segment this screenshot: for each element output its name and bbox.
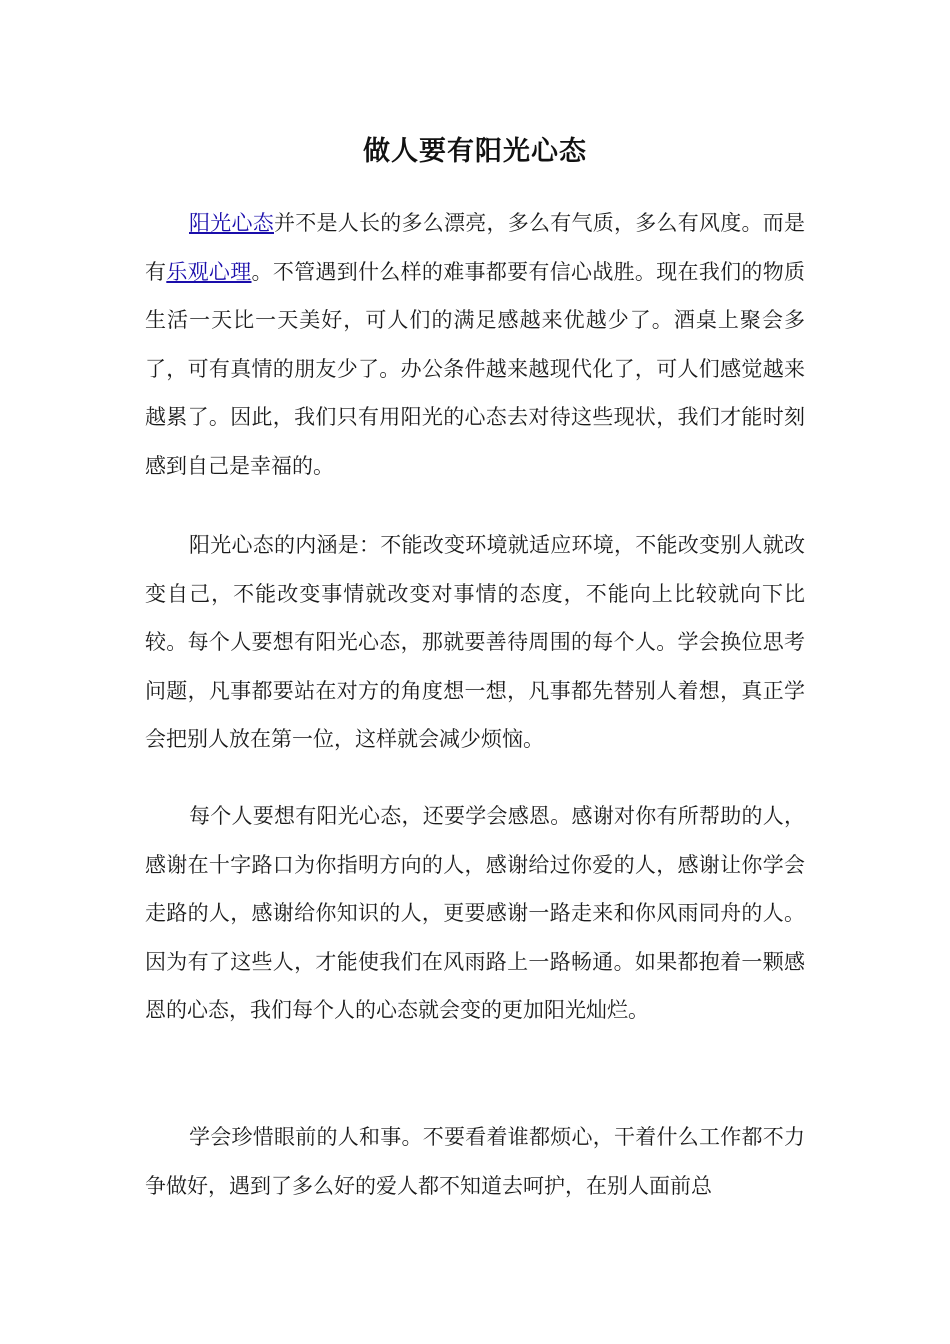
document-title: 做人要有阳光心态 bbox=[363, 136, 587, 167]
paragraph-1-text-a: 并不是人长的多么漂亮，多么有气质，多么有风度。而是有 bbox=[145, 211, 805, 284]
paragraph-1 bbox=[145, 199, 805, 490]
paragraph-2: 阳光心态的内涵是：不能改变环境就适应环境，不能改变别人就改变自己，不能改变事情就改变对事情的态度，不能向上比较就向下比较。每个人要想有阳光心态，那就要善待周围的每个人。学会换位思考问题，凡事都要站在对方的角度想一想，凡事都先替别人着想，真正学会把别人放在第一位，这样就会减少烦恼。 bbox=[145, 533, 805, 751]
paragraph-1-text-b: 。不管遇到什么样的难事都要有信心战胜。现在我们的物质生活一天比一天美好，可人们的满足感越来优越少了。酒桌上聚会多了，可有真情的朋友少了。办公条件越来越现代化了，可人们感觉越来越累了。因此，我们只有用阳光的心态去对待这些现状，我们才能时刻感到自己是幸福的。 bbox=[145, 259, 806, 478]
paragraph-4: 学会珍惜眼前的人和事。不要看着谁都烦心，干着什么工作都不力争做好，遇到了多么好的爱人都不知道去呵护，在别人面前总 bbox=[145, 1125, 805, 1198]
paragraph-3: 每个人要想有阳光心态，还要学会感恩。感谢对你有所帮助的人，感谢在十字路口为你指明方向的人，感谢给过你爱的人，感谢让你学会走路的人，感谢给你知识的人，更要感谢一路走来和你风雨同舟的人。因为有了这些人，才能使我们在风雨路上一路畅通。如果都抱着一颗感恩的心态，我们每个人的心态就会变的更加阳光灿烂。 bbox=[145, 804, 805, 1022]
link-sunshine-mindset[interactable]: 阳光心态 bbox=[189, 211, 274, 235]
link-optimistic-psychology[interactable]: 乐观心理 bbox=[166, 259, 252, 284]
